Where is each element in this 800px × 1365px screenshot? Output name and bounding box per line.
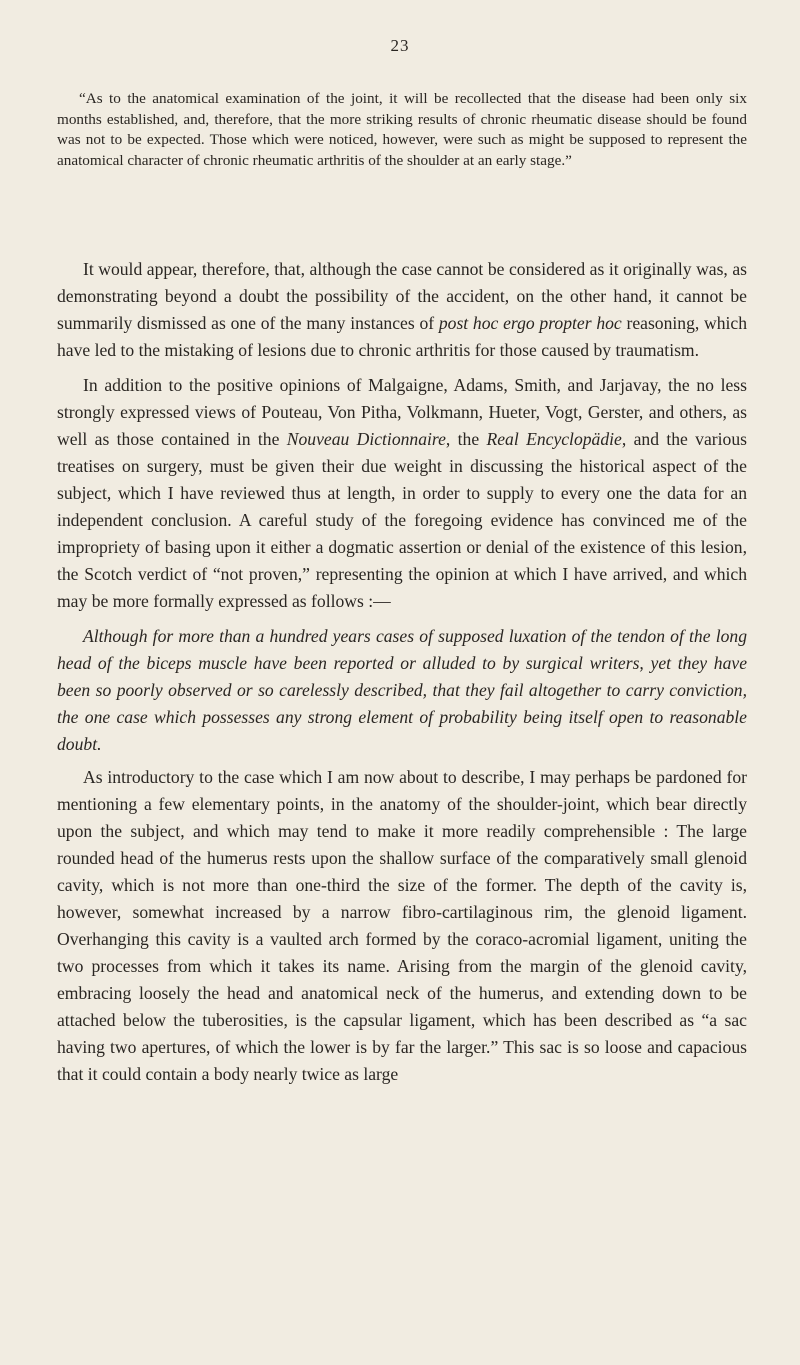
paragraph-post-hoc <box>57 256 747 364</box>
italic-title-nouveau-dictionnaire: Nouveau Dictionnaire <box>286 429 446 449</box>
italic-title-real-encyclopadie: Real Encyclopädie <box>486 429 622 449</box>
paragraph-anatomy: As introductory to the case which I am now about to describe, I may perhaps be pardoned for mentioning a few elementary points, in the anatomy of the shoulder-joint, which bear directly upon the subject, and which may tend to make it more readily comprehensible : The large rounded head of the humerus rests upon the shallow surface of the comparatively small glenoid cavity, which is not more than one-third the size of the former. The depth of the cavity is, however, somewhat increased by a narrow fibro-cartilaginous rim, the glenoid ligament. Overhanging this cavity is a vaulted arch formed by the coraco-acromial ligament, uniting the two processes from which it takes its name. Arising from the margin of the glenoid cavity, embracing loosely the head and anatomical neck of the humerus, and extending down to be attached below the tuberosities, is the capsular ligament, which has been described as “a sac having two apertures, of which the lower is by far the larger.” This sac is so loose and capacious that it could contain a body nearly twice as large <box>57 767 747 1084</box>
paragraph-opinions <box>57 372 747 615</box>
body-text <box>57 256 747 1096</box>
paragraph-text: It would appear, therefore, that, although the case cannot be considered as it originally was, as demonstrating beyond a doubt the possibility of the accident, on the other hand, it cannot be summarily dismissed as one of the many instances of <box>57 259 747 333</box>
italic-conclusion: Although for more than a hundred years cases of supposed luxation of the tendon of the long head of the biceps muscle have been reported or alluded to by surgical writers, yet they have been so poorly observed or so carelessly described, that they fail altogether to carry conviction, the one case which possesses any strong element of probability being itself open to reasonable doubt. <box>57 626 747 754</box>
paragraph-text: , and the various treatises on surgery, must be given their due weight in discussing the historical aspect of the subject, which I have reviewed thus at length, in order to supply to every one the data for an independent conclusion. A careful study of the foregoing evidence has convinced me of the impropriety of basing upon it either a dogmatic assertion or denial of the existence of this lesion, the Scotch verdict of “not proven,” representing the opinion at which I have arrived, and which may be more formally expressed as follows :— <box>57 429 747 611</box>
block-quotation: “As to the anatomical examination of the joint, it will be recollected that the disease had been only six months established, and, therefore, that the more striking results of chronic rheumatic disease should be found was not to be expected. Those which were noticed, however, were such as might be supposed to represent the anatomical character of chronic rheumatic arthritis of the shoulder at an early stage.” <box>57 90 747 169</box>
paragraph-text: , the <box>445 429 487 449</box>
paragraph-text: In addition to the positive opinions of Malgaigne, Adams, Smith, and Jarjavay, the no less strongly expressed views of Pouteau, Von Pitha, Volkmann, Hueter, Vogt, Gerster, and others, as well as those contained in the <box>57 375 747 449</box>
paragraph-text: reasoning, which have led to the mistaking of lesions due to chronic arthritis for those caused by traumatism. <box>57 313 748 360</box>
page-number: 23 <box>390 36 410 55</box>
italic-phrase: post hoc ergo propter hoc <box>438 313 622 333</box>
